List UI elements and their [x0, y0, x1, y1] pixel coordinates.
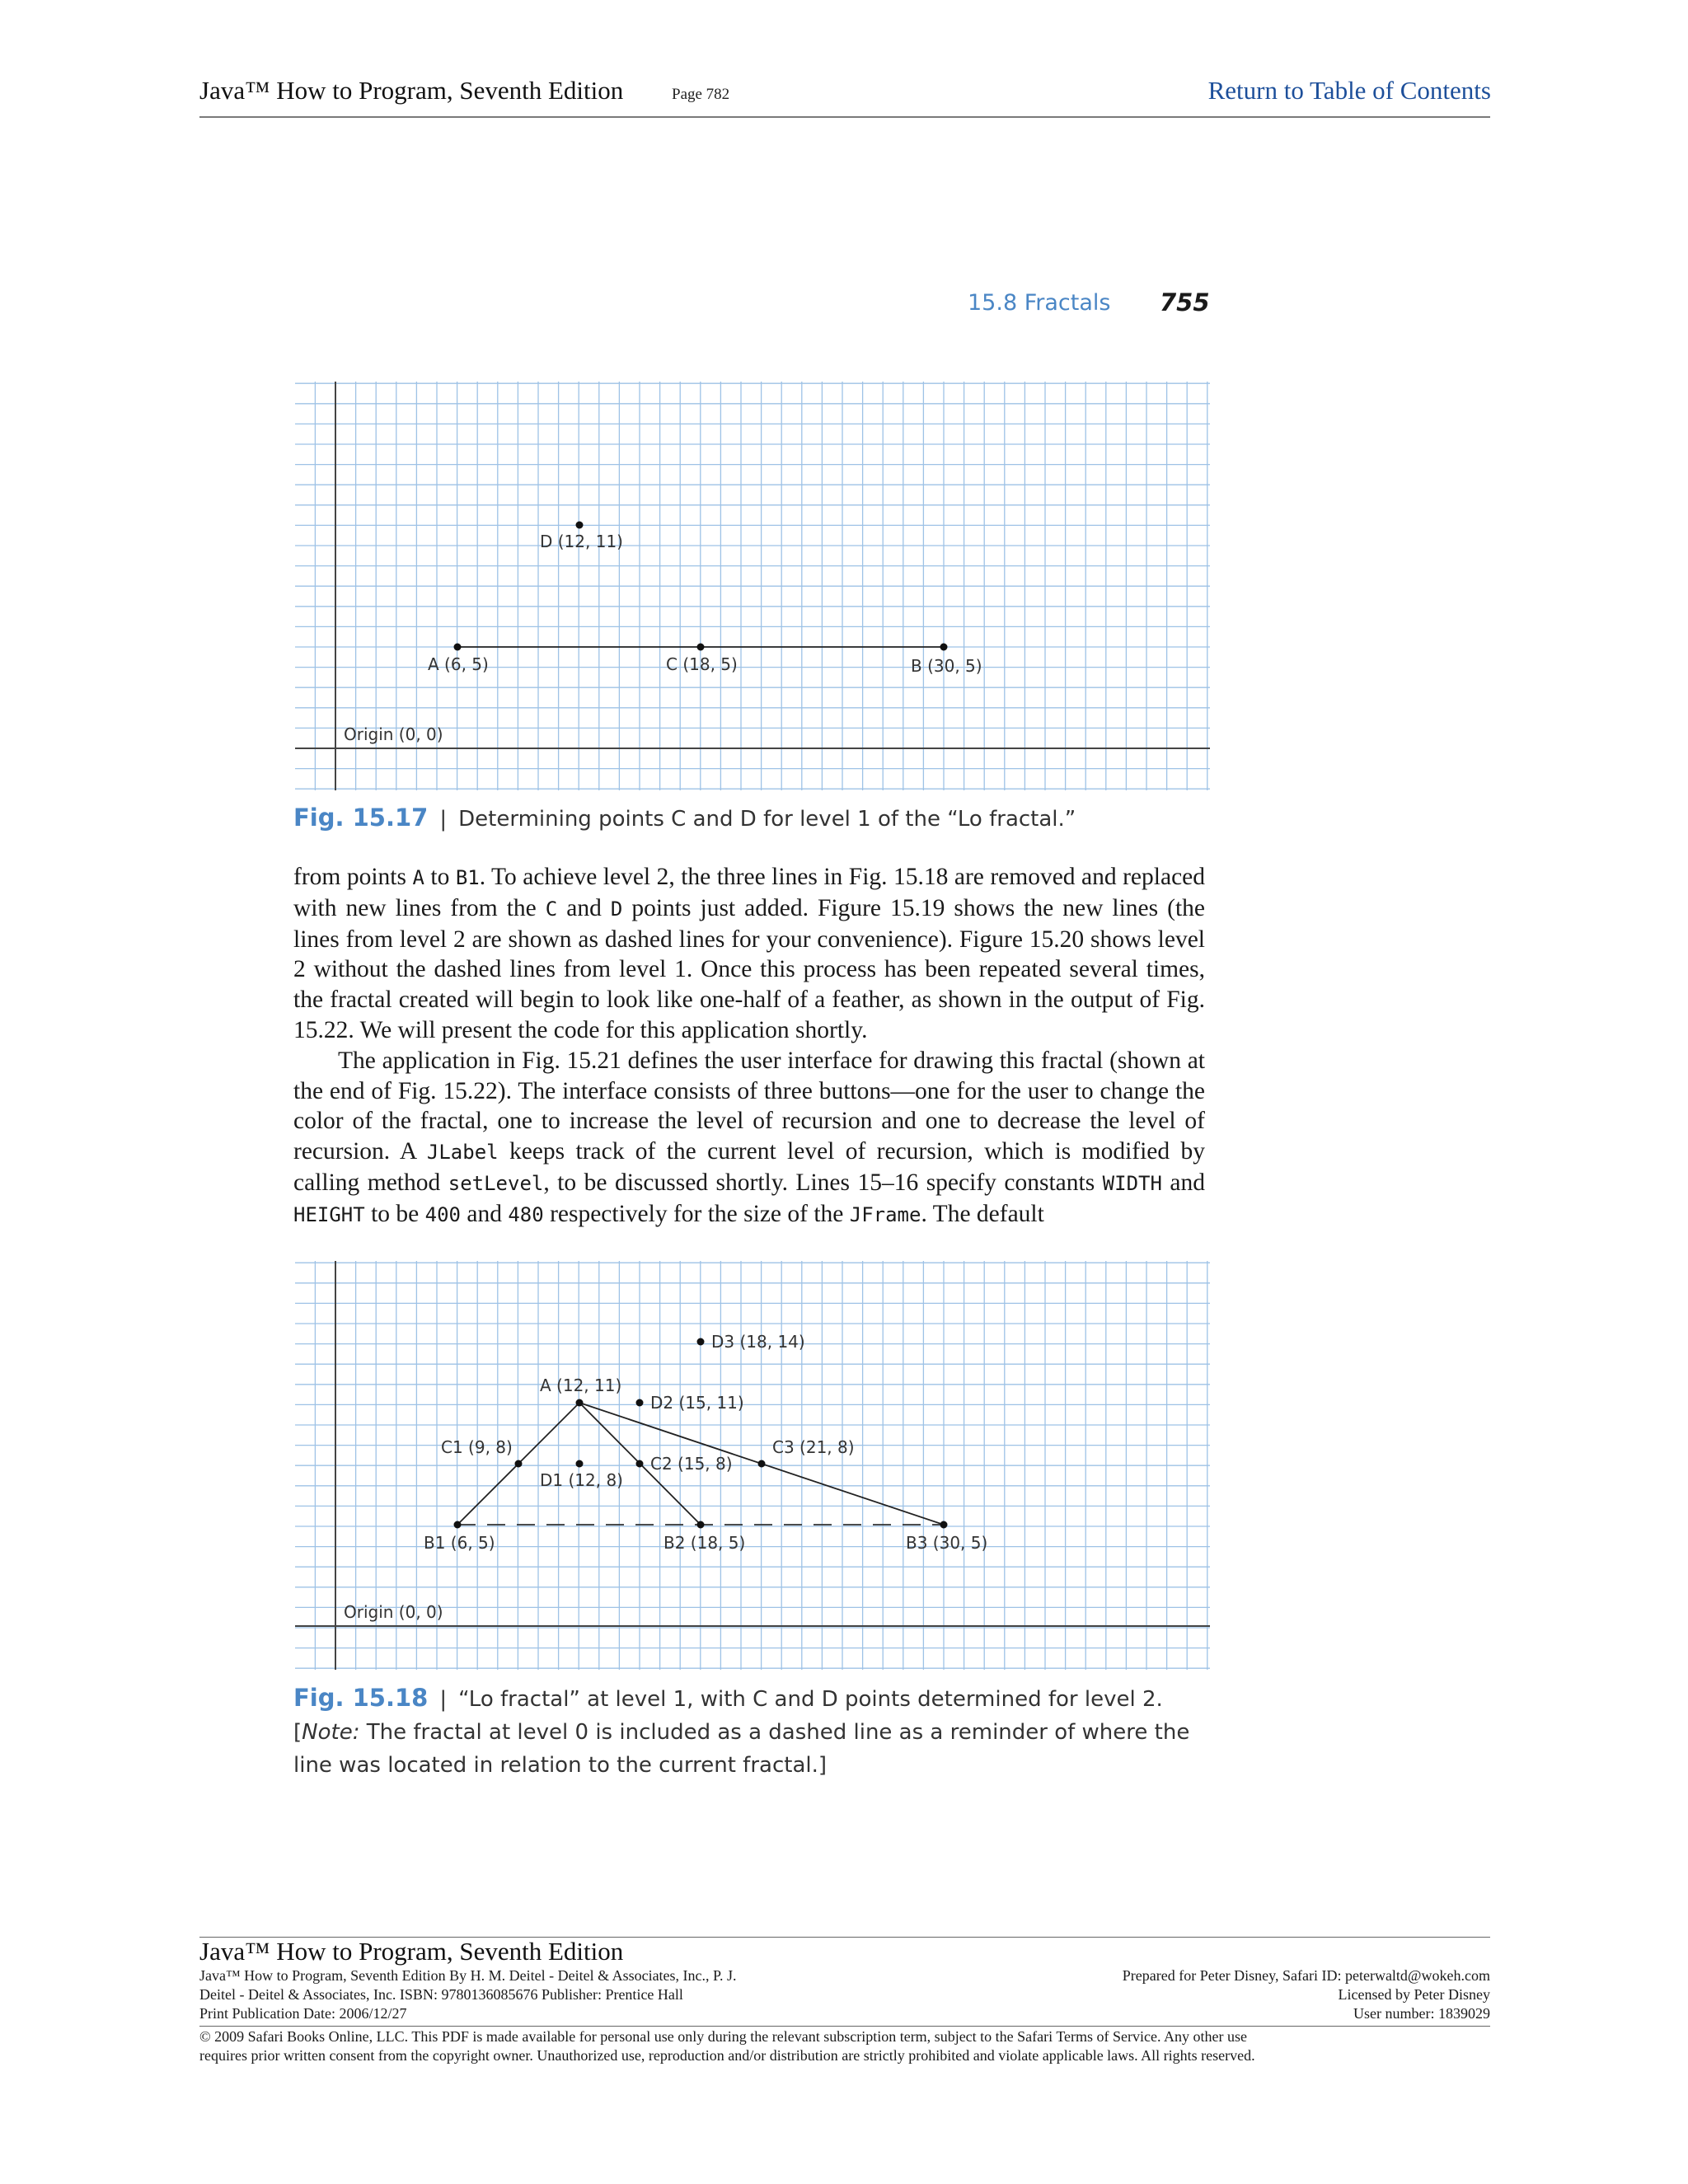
footer-copyright-line-2: requires prior written consent from the copyright owner. Unauthorized use, reproduction and/or distribution are strictly prohibited and violate applicable laws. All rights reserved. — [199, 2047, 1255, 2064]
figure-15-17-caption — [293, 801, 1208, 836]
footer-line-2-left: Deitel - Deitel & Associates, Inc. ISBN: 9780136085676 Publisher: Prentice Hall — [199, 1986, 683, 2003]
label-b2: B2 (18, 5) — [663, 1533, 746, 1553]
label-a: A (12, 11) — [540, 1376, 622, 1395]
point-b3 — [940, 1521, 948, 1529]
label-origin: Origin (0, 0) — [344, 1602, 443, 1622]
label-c: C (18, 5) — [666, 654, 738, 674]
caption-separator: | — [439, 807, 448, 832]
label-d1: D1 (12, 8) — [540, 1470, 623, 1490]
label-b1: B1 (6, 5) — [424, 1533, 495, 1553]
header-book-title: Java™ How to Program, Seventh Edition — [199, 76, 624, 105]
running-head-page-number: 755 — [1160, 288, 1210, 316]
footer-line-3-left: Print Publication Date: 2006/12/27 — [199, 2005, 407, 2022]
figure-15-18-caption: Fig. 15.18 | “Lo fractal” at level 1, with C and D points determined for level 2. [Note: The fractal at level 0 is included as a dashed line as a reminder of where the line was located in relation to the current fractal.] — [293, 1684, 1190, 1778]
label-d3: D3 (18, 14) — [711, 1332, 805, 1352]
point-b1 — [454, 1521, 462, 1529]
figure-15-18 — [295, 1261, 1210, 1670]
paragraph-2: The application in Fig. 15.21 defines the user interface for drawing this fractal (shown at the end of Fig. 15.22). The interface consists of three buttons—one for the user to change the color of the fractal, one to increase the level of recursion and one to decrease the level of recursion. A JLabel keeps track of the current level of recursion, which is modified by calling method setLevel, to be discussed shortly. Lines 15–16 specify constants WIDTH and HEIGHT to be 400 and 480 respectively for the size of the JFrame. The default — [293, 1047, 1206, 1227]
return-to-toc-link[interactable]: Return to Table of Contents — [1207, 76, 1491, 105]
label-a: A (6, 5) — [428, 654, 489, 674]
body-text — [293, 862, 1205, 1230]
figure-15-17-graph — [295, 382, 1210, 790]
label-c1: C1 (9, 8) — [441, 1437, 513, 1457]
point-d1 — [576, 1460, 584, 1468]
point-d — [576, 522, 584, 529]
label-origin: Origin (0, 0) — [344, 724, 443, 744]
footer-copyright-line-1: © 2009 Safari Books Online, LLC. This PDF is made available for personal use only during the relevant subscription term, subject to the Safari Terms of Service. Any other use — [199, 2028, 1247, 2045]
footer-line-2-right: Licensed by Peter Disney — [1338, 1986, 1490, 2003]
point-d3 — [697, 1338, 705, 1346]
header-page-label: Page 782 — [672, 86, 730, 103]
header-divider — [199, 116, 1490, 118]
point-c1 — [515, 1460, 523, 1468]
figure-15-17 — [295, 382, 1210, 790]
point-c — [697, 644, 705, 651]
point-a — [576, 1399, 584, 1407]
caption-separator: | — [439, 1687, 448, 1712]
footer-divider-mid — [199, 2026, 1490, 2027]
footer-line-1-right: Prepared for Peter Disney, Safari ID: peterwaltd@wokeh.com — [1122, 1967, 1490, 1984]
figure-15-17-caption-text: Determining points C and D for level 1 of the “Lo fractal.” — [458, 807, 1076, 832]
label-b: B (30, 5) — [911, 656, 982, 676]
point-b — [940, 644, 948, 651]
point-d2 — [636, 1399, 644, 1407]
figure-15-17-number: Fig. 15.17 — [293, 804, 429, 832]
figure-15-18-number: Fig. 15.18 — [293, 1684, 429, 1712]
figure-15-18-graph — [295, 1261, 1210, 1670]
label-c2: C2 (15, 8) — [650, 1454, 733, 1474]
footer-line-3-right: User number: 1839029 — [1353, 2005, 1490, 2022]
label-b3: B3 (30, 5) — [906, 1533, 988, 1553]
label-d2: D2 (15, 11) — [650, 1393, 744, 1413]
footer-book-title: Java™ How to Program, Seventh Edition — [199, 1937, 624, 1966]
point-a — [454, 644, 462, 651]
point-c3 — [758, 1460, 766, 1468]
running-head-section: 15.8 Fractals — [968, 290, 1111, 316]
footer-line-1-left: Java™ How to Program, Seventh Edition By H. M. Deitel - Deitel & Associates, Inc., P. J. — [199, 1967, 737, 1984]
label-c3: C3 (21, 8) — [772, 1437, 855, 1457]
point-b2 — [697, 1521, 705, 1529]
point-c2 — [636, 1460, 644, 1468]
label-d: D (12, 11) — [540, 532, 623, 551]
paragraph-1: from points A to B1. To achieve level 2, the three lines in Fig. 15.18 are removed and replaced with new lines from the C and D points just added. Figure 15.19 shows the new lines (the lines from level 2 are shown as dashed lines for your convenience). Figure 15.20 shows level 2 without the dashed lines from level 1. Once this process has been repeated several times, the fractal created will begin to look like one-half of a feather, as shown in the output of Fig. 15.22. We will present the code for this application shortly. — [293, 864, 1206, 1043]
